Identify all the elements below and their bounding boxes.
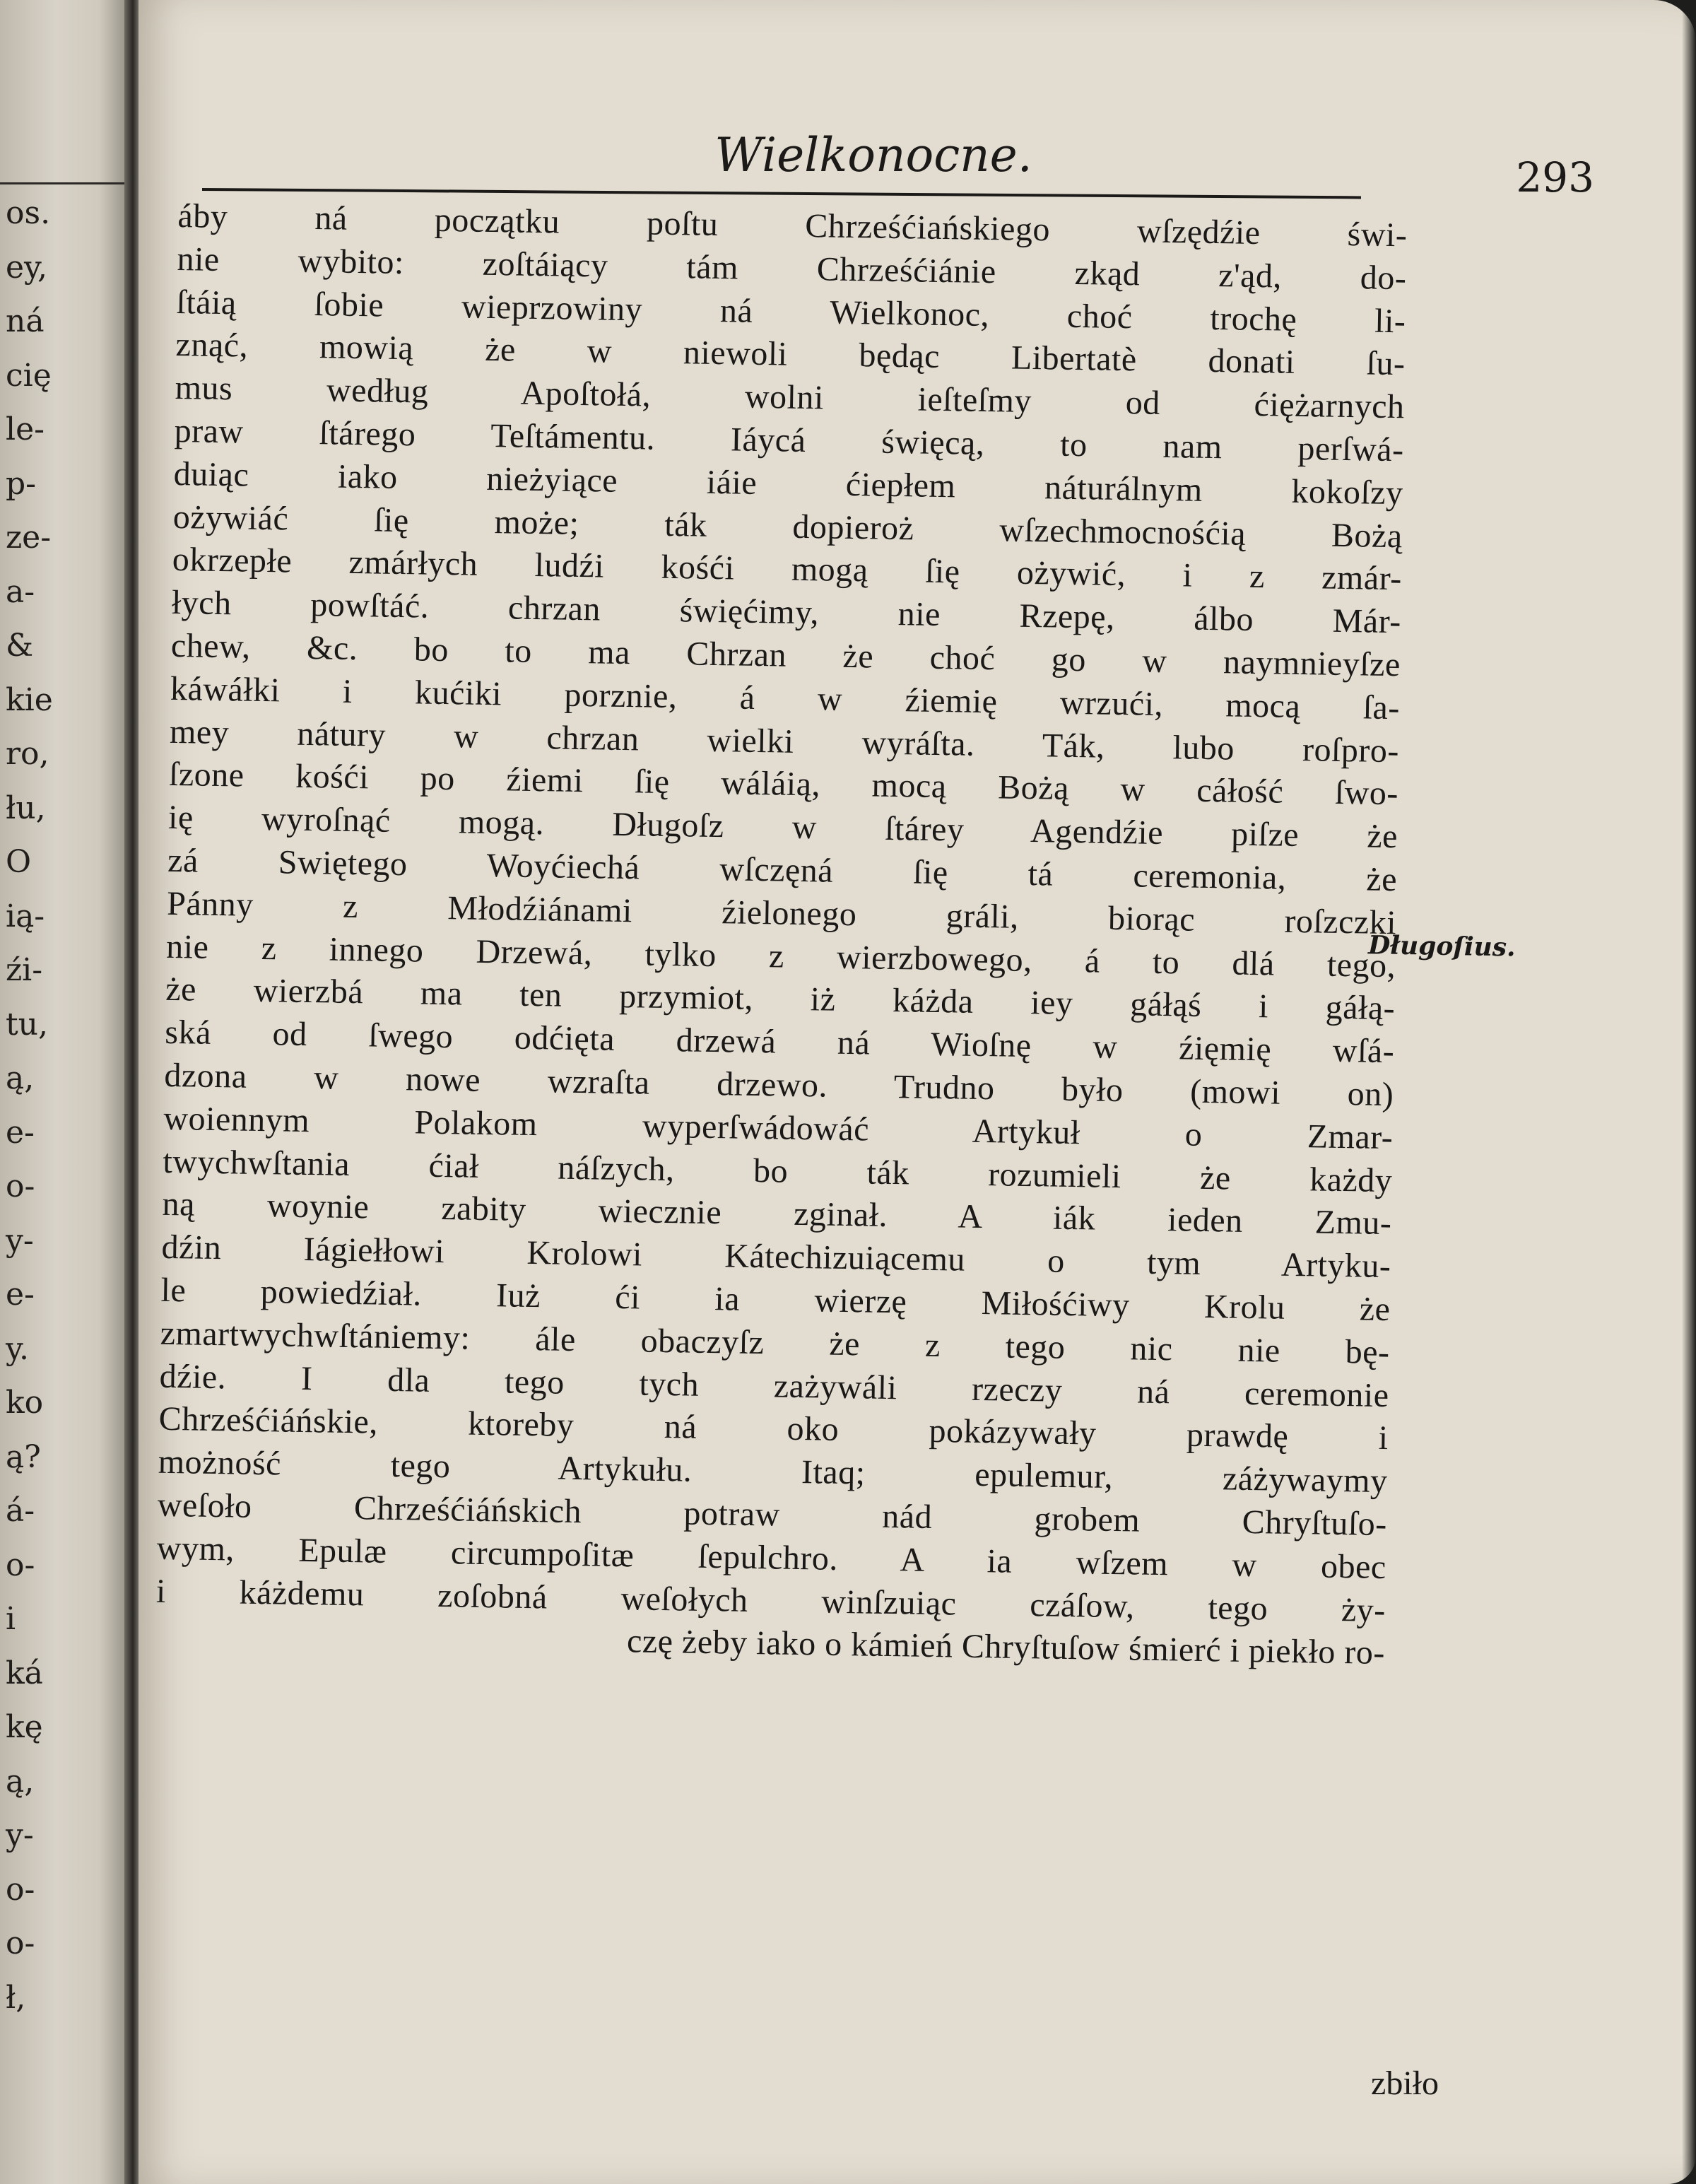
left-page-rule [0, 182, 124, 184]
text-line: twychwſtania ćiał náſzych, bo ták rozumieli że każdy [163, 1142, 1393, 1199]
left-page-fragment: o- [6, 1925, 35, 1961]
text-line: Chrześćiáńskie, ktoreby ná oko pokázywały prawdę i [158, 1400, 1389, 1457]
left-page-fragment: kę [6, 1709, 43, 1745]
body-text [155, 195, 1408, 1675]
left-page-fragment: kie [6, 681, 53, 718]
text-line: chew, &c. bo to ma Chrzan że choć go w naymnieyſze [170, 626, 1401, 684]
header-rule [202, 188, 1361, 199]
book-page [139, 0, 1696, 2184]
left-page-fragment: y- [6, 1817, 34, 1853]
left-page-fragment: & [6, 628, 34, 664]
page-number: 293 [1516, 153, 1594, 201]
text-line: wym, Epulæ circumpoſitæ ſepulchro. A ia wſzem w obec [156, 1529, 1387, 1586]
left-page-fragment: e- [6, 1114, 35, 1151]
text-line: praw ſtárego Teſtámentu. Iáycá święcą, to nam perſwá- [174, 411, 1404, 469]
text-line: dźie. I dla tego tych zażywáli rzeczy ná ceremonie [159, 1357, 1389, 1414]
left-page-fragment: ł, [6, 1979, 26, 2016]
left-page-fragment: ią- [6, 898, 45, 934]
left-page-fragment: ko [6, 1385, 44, 1421]
text-line: Pánny z Młodźiánami źielonego gráli, biorąc roſzczki [166, 884, 1397, 941]
left-page-fragment: ey, [6, 249, 48, 286]
text-line: możność tego Artykułu. Itaq; epulemur, záżywaymy [158, 1443, 1389, 1501]
left-page-fragment: le- [6, 411, 45, 447]
text-line: nie z innego Drzewá, tylko z wierzbowego, á to dlá tego, [165, 927, 1396, 985]
left-page-fragment: á- [6, 1493, 35, 1529]
left-page-fragment: o- [6, 1871, 35, 1908]
left-page-fragment: os. [6, 195, 51, 231]
text-line: łych powſtáć. chrzan święćimy, nie Rzepę, álbo Már- [171, 584, 1402, 641]
left-page-fragment: i [6, 1601, 16, 1637]
left-page-fragment: cię [6, 357, 52, 394]
left-page-fragment: tu, [6, 1006, 49, 1043]
left-page-fragment: ą, [6, 1763, 35, 1800]
text-line: nie wybito: zoſtáiący tám Chrześćiánie zkąd z'ąd, do- [177, 240, 1407, 298]
text-line: mus według Apoſtołá, wolni ieſteſmy od ćiężarnych [175, 369, 1405, 426]
text-line: ną woynie zabity wiecznie zginał. A iák ieden Zmu- [162, 1185, 1392, 1243]
text-line: ſzone kośći po źiemi ſię wáláią, mocą Bożą w cáłość ſwo- [168, 756, 1399, 813]
text-line: káwáłki i kućiki porznie, á w źiemię wrzući, mocą ſa- [170, 669, 1401, 727]
text-line: ſtáią ſobie wieprzowiny ná Wielkonoc, choć trochę li- [176, 283, 1406, 340]
left-page-fragment: o- [6, 1546, 35, 1583]
left-page-fragment: y. [6, 1330, 29, 1367]
text-line: ię wyroſnąć mogą. Długoſz w ſtárey Agendźie piſze że [167, 799, 1398, 856]
catchword: zbiło [1371, 2065, 1439, 2102]
text-line: ská od ſwego odćięta drzewá ná Wioſnę w źięmię wſá- [164, 1013, 1395, 1071]
left-page-edge [0, 0, 124, 2184]
text-line: dźin Iágiełłowi Krolowi Kátechizuiącemu o tym Artyku- [161, 1228, 1391, 1286]
text-line: że wierzbá ma ten przymiot, iż káżda iey gáłąś i gáłą- [165, 970, 1396, 1028]
left-page-fragment: O [6, 844, 32, 880]
left-page-fragment: o- [6, 1168, 35, 1204]
margin-note: Długoſius. [1367, 930, 1516, 963]
text-line: znąć, mowią że w niewoli będąc Libertatè donati ſu- [175, 326, 1406, 383]
left-page-fragment: a- [6, 573, 35, 610]
text-line: ożywiáć ſię może; ták dopieroż wſzechmocnośćią Bożą [172, 498, 1403, 555]
text-line: dzona w nowe wzraſta drzewo. Trudno było (mowi on) [164, 1056, 1394, 1114]
text-line: zá Swiętego Woyćiechá wſczęná ſię tá ceremonia, że [167, 841, 1398, 899]
left-page-fragment: źi- [6, 952, 43, 988]
left-page-fragment: ą, [6, 1060, 35, 1096]
text-line: okrzepłe zmárłych ludźi kośći mogą ſię ożywić, i z zmár- [172, 541, 1403, 598]
text-line: woiennym Polakom wyperſwádowáć Artykuł o Zmar- [163, 1099, 1394, 1156]
text-line: weſoło Chrześćiáńskich potraw nád grobem Chryſtuſo- [157, 1486, 1388, 1544]
left-page-fragment: y- [6, 1222, 34, 1259]
text-line: áby ná początku poſtu Chrześćiańskiego wſzędźie świ- [177, 196, 1408, 254]
left-page-fragment: e- [6, 1276, 35, 1313]
left-page-fragment: ro, [6, 736, 49, 772]
left-page-fragment: ná [6, 303, 45, 339]
text-line: czę żeby iako o kámień Chryſtuſow śmierć i piekło ro- [626, 1622, 1386, 1672]
running-title: Wielkonocne. [714, 128, 1032, 182]
left-page-fragment: ze- [6, 519, 52, 556]
text-line: i káżdemu zoſobná weſołych winſzuiąc czáſow, tego ży- [155, 1572, 1386, 1629]
left-page-fragment: p- [6, 465, 37, 502]
text-line: zmartwychwſtániemy: ále obaczyſz że z tego nic nie bę- [160, 1314, 1390, 1371]
left-page-fragment: ą? [6, 1438, 41, 1475]
left-page-fragment: ká [6, 1655, 43, 1691]
text-line: mey nátury w chrzan wielki wyráſta. Ták, lubo roſpro- [169, 712, 1400, 770]
page-edge-shadow [1682, 0, 1696, 2184]
text-line: le powiedźiał. Iuż ći ia wierzę Miłośćiwy Krolu że [160, 1271, 1391, 1329]
left-page-fragment: łu, [6, 789, 46, 826]
text-line: duiąc iako nieżyiące iáie ćiepłem náturálnym kokoſzy [173, 454, 1404, 512]
